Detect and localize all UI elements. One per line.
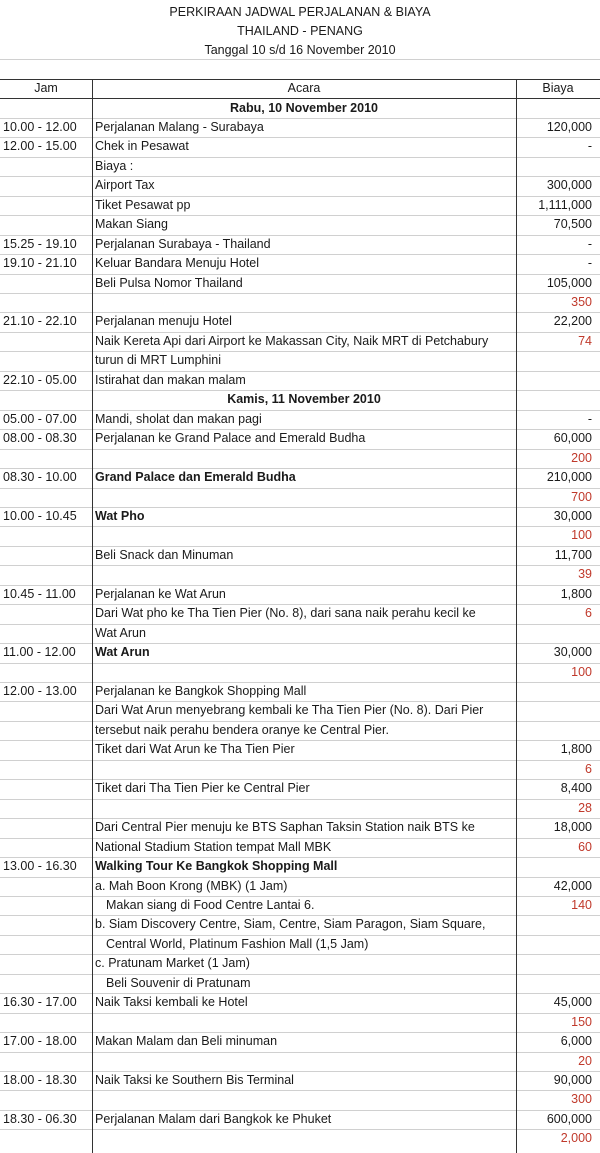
day-title: Rabu, 10 November 2010 xyxy=(230,100,378,115)
cell-jam xyxy=(3,215,91,234)
cell-jam: 21.10 - 22.10 xyxy=(3,314,77,329)
cell-biaya: 45,000 xyxy=(553,995,592,1010)
cell-biaya: 70,500 xyxy=(553,217,592,232)
cell-biaya: 30,000 xyxy=(553,508,592,523)
cell-acara: Tiket dari Tha Tien Pier ke Central Pier xyxy=(95,781,310,796)
grid-line xyxy=(0,624,600,625)
cell-acara: b. Siam Discovery Centre, Siam, Centre, Siam Paragon, Siam Square, xyxy=(95,917,486,932)
grid-line xyxy=(0,468,600,469)
cell-jam xyxy=(3,1090,91,1109)
table-row xyxy=(0,254,600,273)
cell-biaya: 105,000 xyxy=(546,275,592,290)
cell-acara: Beli Snack dan Minuman xyxy=(95,547,234,562)
cell-acara: c. Pratunam Market (1 Jam) xyxy=(95,956,250,971)
cell-biaya xyxy=(512,371,592,390)
table-row xyxy=(0,740,600,759)
cell-jam xyxy=(3,954,91,973)
column-header-jam: Jam xyxy=(34,81,58,95)
grid-line xyxy=(0,1110,600,1111)
cell-biaya: 60,000 xyxy=(553,431,592,446)
cell-jam: 16.30 - 17.00 xyxy=(3,995,77,1010)
cell-acara xyxy=(95,293,515,312)
table-row xyxy=(0,1071,600,1090)
table-row xyxy=(0,721,600,740)
cell-acara xyxy=(95,799,515,818)
cell-acara: Beli Souvenir di Pratunam xyxy=(106,975,251,990)
cell-jam: 10.00 - 12.00 xyxy=(3,119,77,134)
table-row xyxy=(0,915,600,934)
cell-biaya: - xyxy=(587,139,592,154)
day-header-row xyxy=(0,99,600,118)
grid-line xyxy=(0,1090,600,1091)
cell-jam: 08.30 - 10.00 xyxy=(3,470,77,485)
cell-biaya: 1,111,000 xyxy=(538,197,592,212)
cell-jam: 19.10 - 21.10 xyxy=(3,256,77,271)
cell-jam xyxy=(3,565,91,584)
cell-jam xyxy=(3,526,91,545)
cell-jam: 11.00 - 12.00 xyxy=(3,645,76,660)
grid-line xyxy=(0,701,600,702)
cell-biaya: 11,700 xyxy=(554,547,592,562)
header-top-border xyxy=(0,79,600,80)
table-row xyxy=(0,896,600,915)
grid-line xyxy=(0,137,600,138)
cell-acara: Perjalanan Malam dari Bangkok ke Phuket xyxy=(95,1111,332,1126)
grid-line xyxy=(0,740,600,741)
cell-acara: Naik Kereta Api dari Airport ke Makassan City, Naik MRT di Petchabury xyxy=(95,333,489,348)
cell-biaya: 30,000 xyxy=(553,645,592,660)
cell-acara xyxy=(95,1090,515,1109)
document-subtitle: THAILAND - PENANG xyxy=(237,24,363,38)
table-row xyxy=(0,857,600,876)
grid-line xyxy=(0,371,600,372)
cell-jam xyxy=(3,449,91,468)
table-row xyxy=(0,604,600,623)
cell-jam: 10.00 - 10.45 xyxy=(3,508,77,523)
cell-acara: tersebut naik perahu bendera oranye ke Central Pier. xyxy=(95,722,389,737)
cell-acara: Makan Siang xyxy=(95,217,168,232)
day-title: Kamis, 11 November 2010 xyxy=(227,392,381,407)
cell-jam: 22.10 - 05.00 xyxy=(3,372,77,387)
grid-line xyxy=(0,332,600,333)
cell-acara: Keluar Bandara Menuju Hotel xyxy=(95,256,259,271)
cell-jam xyxy=(3,779,91,798)
table-row xyxy=(0,235,600,254)
grid-line xyxy=(0,585,600,586)
column-header-biaya: Biaya xyxy=(542,81,574,95)
grid-line xyxy=(0,215,600,216)
grid-line xyxy=(0,818,600,819)
table-row xyxy=(0,935,600,954)
cell-acara: National Stadium Station tempat Mall MBK xyxy=(95,839,332,854)
cell-jam xyxy=(3,332,91,351)
cell-jam xyxy=(3,701,91,720)
cell-biaya: 20 xyxy=(578,1053,592,1068)
cell-jam xyxy=(3,818,91,837)
column-divider xyxy=(516,79,517,1153)
cell-acara: Naik Taksi kembali ke Hotel xyxy=(95,995,248,1010)
cell-biaya: 6 xyxy=(585,606,592,621)
cell-jam: 18.30 - 06.30 xyxy=(3,1111,77,1126)
grid-line xyxy=(0,254,600,255)
cell-jam: 13.00 - 16.30 xyxy=(3,859,77,874)
cell-jam xyxy=(3,799,91,818)
cell-jam xyxy=(3,624,91,643)
cell-jam xyxy=(3,721,91,740)
cell-acara: Istirahat dan makan malam xyxy=(95,372,246,387)
table-row xyxy=(0,196,600,215)
grid-line xyxy=(0,176,600,177)
header-bottom-border xyxy=(0,98,600,99)
cell-biaya: 6 xyxy=(585,761,592,776)
cell-biaya: 1,800 xyxy=(560,586,592,601)
table-row xyxy=(0,760,600,779)
cell-jam xyxy=(3,274,91,293)
table-row xyxy=(0,176,600,195)
day-header-row xyxy=(0,390,600,409)
grid-line xyxy=(0,663,600,664)
cell-biaya: 28 xyxy=(578,800,592,815)
table-row xyxy=(0,701,600,720)
cell-biaya: 200 xyxy=(571,450,592,465)
grid-line xyxy=(0,935,600,936)
cell-biaya xyxy=(512,857,592,876)
cell-acara: Tiket Pesawat pp xyxy=(95,197,191,212)
cell-acara xyxy=(95,663,515,682)
grid-line xyxy=(0,118,600,119)
cell-acara: Wat Pho xyxy=(95,508,145,523)
cell-jam: 15.25 - 19.10 xyxy=(3,236,77,251)
grid-line xyxy=(0,526,600,527)
cell-biaya: 150 xyxy=(571,1014,592,1029)
grid-line xyxy=(0,1032,600,1033)
grid-line xyxy=(0,351,600,352)
cell-jam xyxy=(3,740,91,759)
cell-biaya: 6,000 xyxy=(560,1034,592,1049)
table-row xyxy=(0,643,600,662)
cell-jam xyxy=(3,196,91,215)
grid-line xyxy=(0,507,600,508)
cell-jam xyxy=(3,604,91,623)
cell-acara: Perjalanan Surabaya - Thailand xyxy=(95,236,271,251)
grid-line xyxy=(0,954,600,955)
cell-biaya xyxy=(512,701,592,720)
cell-biaya xyxy=(512,682,592,701)
cell-acara: Makan Malam dan Beli minuman xyxy=(95,1034,278,1049)
grid-line xyxy=(0,604,600,605)
cell-acara: Perjalanan ke Grand Palace and Emerald Budha xyxy=(95,431,366,446)
cell-biaya: 140 xyxy=(571,897,592,912)
cell-jam xyxy=(3,1129,91,1148)
grid-line xyxy=(0,449,600,450)
table-row xyxy=(0,157,600,176)
cell-jam xyxy=(3,896,91,915)
cell-biaya: 120,000 xyxy=(546,119,592,134)
grid-line xyxy=(0,974,600,975)
table-row xyxy=(0,215,600,234)
cell-biaya: 210,000 xyxy=(546,470,592,485)
cell-acara xyxy=(95,760,515,779)
table-row xyxy=(0,585,600,604)
cell-biaya: - xyxy=(587,256,592,271)
grid-line xyxy=(0,274,600,275)
grid-line xyxy=(0,896,600,897)
cell-acara: Tiket dari Wat Arun ke Tha Tien Pier xyxy=(95,742,295,757)
grid-line xyxy=(0,59,600,60)
grid-line xyxy=(0,877,600,878)
cell-biaya: 2,000 xyxy=(560,1131,592,1146)
grid-line xyxy=(0,1129,600,1130)
table-row xyxy=(0,1013,600,1032)
cell-biaya xyxy=(512,351,592,370)
grid-line xyxy=(0,779,600,780)
cell-acara xyxy=(95,565,515,584)
grid-line xyxy=(0,721,600,722)
cell-jam xyxy=(3,915,91,934)
table-row xyxy=(0,371,600,390)
cell-acara: Dari Wat pho ke Tha Tien Pier (No. 8), dari sana naik perahu kecil ke xyxy=(95,606,476,621)
table-row xyxy=(0,546,600,565)
cell-jam xyxy=(3,663,91,682)
table-row xyxy=(0,1110,600,1129)
grid-line xyxy=(0,312,600,313)
cell-acara xyxy=(95,526,515,545)
cell-biaya: 90,000 xyxy=(553,1073,592,1087)
table-row xyxy=(0,137,600,156)
cell-acara: Naik Taksi ke Southern Bis Terminal xyxy=(95,1073,294,1087)
cell-biaya: 39 xyxy=(578,567,592,582)
table-row xyxy=(0,954,600,973)
cell-jam xyxy=(3,760,91,779)
grid-line xyxy=(0,915,600,916)
cell-acara: Airport Tax xyxy=(95,178,155,193)
cell-jam xyxy=(3,1052,91,1071)
cell-acara: Perjalanan Malang - Surabaya xyxy=(95,119,264,134)
cell-acara: Dari Wat Arun menyebrang kembali ke Tha Tien Pier (No. 8). Dari Pier xyxy=(95,703,484,718)
table-row xyxy=(0,838,600,857)
grid-line xyxy=(0,1052,600,1053)
column-divider xyxy=(92,79,93,1153)
cell-acara: Wat Arun xyxy=(95,625,146,640)
cell-acara: Central World, Platinum Fashion Mall (1,5 Jam) xyxy=(106,936,369,951)
cell-acara: Perjalanan ke Wat Arun xyxy=(95,586,226,601)
cell-biaya xyxy=(512,721,592,740)
grid-line xyxy=(0,429,600,430)
table-row xyxy=(0,507,600,526)
cell-biaya: 100 xyxy=(571,528,592,543)
cell-biaya: 100 xyxy=(571,664,592,679)
grid-line xyxy=(0,682,600,683)
cell-biaya: 1,800 xyxy=(560,742,592,757)
document-title: PERKIRAAN JADWAL PERJALANAN & BIAYA xyxy=(169,5,431,19)
table-header-row xyxy=(0,79,600,98)
cell-biaya: 74 xyxy=(578,333,592,348)
table-row xyxy=(0,332,600,351)
cell-acara xyxy=(95,1129,515,1148)
cell-biaya xyxy=(512,157,592,176)
table-row xyxy=(0,663,600,682)
table-row xyxy=(0,1090,600,1109)
table-row xyxy=(0,779,600,798)
table-row xyxy=(0,624,600,643)
cell-acara: Grand Palace dan Emerald Budha xyxy=(95,470,296,485)
table-row xyxy=(0,410,600,429)
grid-line xyxy=(0,546,600,547)
cell-acara: Chek in Pesawat xyxy=(95,139,189,154)
table-row xyxy=(0,526,600,545)
cell-jam xyxy=(3,1013,91,1032)
cell-jam xyxy=(3,488,91,507)
table-row xyxy=(0,682,600,701)
grid-line xyxy=(0,488,600,489)
grid-line xyxy=(0,838,600,839)
cell-biaya: 700 xyxy=(571,489,592,504)
cell-biaya: 42,000 xyxy=(553,878,592,893)
grid-line xyxy=(0,760,600,761)
cell-acara: Wat Arun xyxy=(95,645,150,660)
cell-jam xyxy=(3,157,91,176)
document-date-range: Tanggal 10 s/d 16 November 2010 xyxy=(204,43,396,57)
cell-biaya: 600,000 xyxy=(546,1111,592,1126)
cell-jam xyxy=(3,293,91,312)
cell-jam xyxy=(3,176,91,195)
cell-jam xyxy=(3,546,91,565)
cell-biaya: 22,200 xyxy=(553,314,592,329)
grid-line xyxy=(0,196,600,197)
table-row xyxy=(0,799,600,818)
cell-jam: 05.00 - 07.00 xyxy=(3,411,77,426)
grid-line xyxy=(0,565,600,566)
cell-acara xyxy=(95,449,515,468)
table-row xyxy=(0,877,600,896)
column-header-acara: Acara xyxy=(287,81,321,95)
grid-line xyxy=(0,1071,600,1072)
grid-line xyxy=(0,993,600,994)
table-row xyxy=(0,818,600,837)
grid-line xyxy=(0,1013,600,1014)
cell-jam xyxy=(3,877,91,896)
table-row xyxy=(0,468,600,487)
cell-jam: 12.00 - 15.00 xyxy=(3,139,77,154)
cell-jam xyxy=(3,838,91,857)
cell-biaya: 300,000 xyxy=(546,178,592,193)
cell-biaya: 300 xyxy=(571,1092,592,1107)
cell-jam: 10.45 - 11.00 xyxy=(3,586,76,601)
table-row xyxy=(0,993,600,1012)
cell-acara: Beli Pulsa Nomor Thailand xyxy=(95,275,243,290)
cell-acara: Perjalanan ke Bangkok Shopping Mall xyxy=(95,684,307,698)
cell-biaya: 60 xyxy=(578,839,592,854)
cell-biaya xyxy=(512,915,592,934)
grid-line xyxy=(0,643,600,644)
cell-acara: Dari Central Pier menuju ke BTS Saphan Taksin Station naik BTS ke xyxy=(95,820,475,835)
cell-jam xyxy=(3,351,91,370)
cell-jam xyxy=(3,974,91,993)
cell-acara: Biaya : xyxy=(95,158,134,173)
table-row xyxy=(0,449,600,468)
cell-biaya xyxy=(512,624,592,643)
cell-biaya: - xyxy=(587,411,592,426)
grid-line xyxy=(0,157,600,158)
table-row xyxy=(0,974,600,993)
table-row xyxy=(0,274,600,293)
table-row xyxy=(0,429,600,448)
cell-jam: 18.00 - 18.30 xyxy=(3,1073,77,1087)
cell-jam xyxy=(3,935,91,954)
cell-biaya: 8,400 xyxy=(560,781,592,796)
grid-line xyxy=(0,799,600,800)
cell-acara xyxy=(95,1013,515,1032)
cell-acara: Makan siang di Food Centre Lantai 6. xyxy=(106,897,315,912)
cell-acara: Walking Tour Ke Bangkok Shopping Mall xyxy=(95,859,338,874)
cell-biaya: 350 xyxy=(571,295,592,309)
grid-line xyxy=(0,390,600,391)
table-row xyxy=(0,293,600,312)
cell-acara xyxy=(95,1052,515,1071)
table-row xyxy=(0,488,600,507)
cell-acara: Perjalanan menuju Hotel xyxy=(95,314,232,329)
grid-line xyxy=(0,235,600,236)
table-row xyxy=(0,565,600,584)
cell-acara: a. Mah Boon Krong (MBK) (1 Jam) xyxy=(95,878,288,893)
cell-jam: 08.00 - 08.30 xyxy=(3,431,77,446)
cell-acara: Mandi, sholat dan makan pagi xyxy=(95,411,262,426)
grid-line xyxy=(0,410,600,411)
table-row xyxy=(0,1129,600,1148)
cell-biaya xyxy=(512,974,592,993)
table-row xyxy=(0,118,600,137)
cell-biaya: 18,000 xyxy=(553,820,592,835)
table-row xyxy=(0,312,600,331)
grid-line xyxy=(0,293,600,294)
cell-acara: turun di MRT Lumphini xyxy=(95,353,221,368)
table-row xyxy=(0,351,600,370)
cell-biaya: - xyxy=(587,236,592,251)
grid-line xyxy=(0,857,600,858)
cell-biaya xyxy=(512,954,592,973)
table-row xyxy=(0,1052,600,1071)
cell-acara xyxy=(95,488,515,507)
cell-biaya xyxy=(512,935,592,954)
cell-jam: 12.00 - 13.00 xyxy=(3,684,77,698)
cell-jam: 17.00 - 18.00 xyxy=(3,1034,77,1049)
table-row xyxy=(0,1032,600,1051)
